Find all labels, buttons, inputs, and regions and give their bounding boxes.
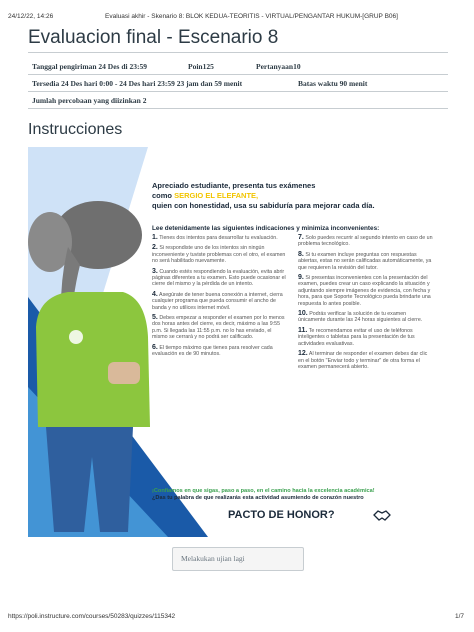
meta-questions: Pertanyaan10 <box>256 62 301 71</box>
meta-time-limit: Batas waktu 90 menit <box>298 79 368 88</box>
instruction-item <box>152 245 288 264</box>
greeting-line-2 <box>152 191 402 201</box>
instruction-text: Si presentas inconvenientes con la presentación del examen, puedes crear un caso explicando la situación y adjuntando siempre imágenes de evidencia, con fecha y hora, para que Soporte Tecnológico pueda brindarte una respuesta lo antes posible. <box>298 275 431 307</box>
instruction-number: 3. <box>152 267 158 275</box>
instruction-number: 5. <box>152 314 158 322</box>
greeting-line-1: Apreciado estudiante, presenta tus exámenes <box>152 181 316 190</box>
meta-divider-1 <box>28 74 448 75</box>
instruction-number: 8. <box>298 250 304 258</box>
instruction-text: Debes empezar a responder el examen por lo menos dos horas antes del cierre, es decir, máximo a las 9:55 p.m. Si llegada las 11:55 p.m. no lo has enviado, el mismo se cerrará y no podrá ser calificado. <box>152 315 285 341</box>
instruction-item <box>298 311 434 324</box>
instruction-item <box>298 328 434 347</box>
instructions-lead: Lee detenidamente las siguientes indicaciones y minimiza inconvenientes: <box>152 225 380 232</box>
instruction-item <box>298 235 434 248</box>
instruction-text: Te recomendamos evitar el uso de teléfonos inteligentes o tabletas para la presentación de tus actividades evaluativas. <box>298 327 415 347</box>
instruction-number: 6. <box>152 343 158 351</box>
instruction-item <box>298 351 434 370</box>
instructions-heading: Instrucciones <box>28 121 123 138</box>
instruction-number: 1. <box>152 234 158 241</box>
instruction-number: 11. <box>298 326 308 334</box>
footer-line-2: ¿Das tu palabra de que realizarás esta actividad asumiendo de corazón nuestro <box>152 495 364 501</box>
print-title: Evaluasi akhir - Skenario 8: BLOK KEDUA-TEORITIS - VIRTUAL/PENGANTAR HUKUM-[GRUP B06] <box>105 13 398 20</box>
instruction-text: Cuando estés respondiendo la evaluación, evita abrir páginas diferentes a tu examen. Esto puede ocasionar el cierre del mismo y la pérdida de un intento. <box>152 268 286 288</box>
greeting-line-3: quien con honestidad, usa su sabiduría para mejorar cada día. <box>152 201 375 210</box>
instructions-banner <box>28 147 448 537</box>
instruction-text: Podrás verificar la solución de tu examen únicamente durante las 24 horas siguientes al cierre. <box>298 311 423 324</box>
title-divider <box>28 52 448 53</box>
instruction-item <box>152 292 288 311</box>
instruction-number: 4. <box>152 290 158 298</box>
banner-greeting <box>152 181 402 211</box>
mascot-name: SERGIO EL ELEFANTE, <box>174 191 259 200</box>
instruction-number: 2. <box>152 244 158 252</box>
elephant-mascot-image <box>28 187 153 537</box>
instruction-number: 10. <box>298 310 308 318</box>
meta-available: Tersedia 24 Des hari 0:00 - 24 Des hari 23:59 23 jam dan 59 menit <box>32 79 243 88</box>
instruction-number: 12. <box>298 350 308 358</box>
print-footer-url: https://poli.instructure.com/courses/50283/quizzes/115342 <box>8 613 176 620</box>
instruction-number: 7. <box>298 234 304 241</box>
page-title: Evaluacion final - Escenario 8 <box>28 27 279 48</box>
instruction-item <box>298 275 434 307</box>
instruction-text: El tiempo máximo que tienes para resolver cada evaluación es de 90 minutos. <box>152 344 273 358</box>
instruction-text: Asegúrate de tener buena conexión a internet, cierra cualquier programa que pueda consumir el ancho de banda y no utilices internet móvil. <box>152 291 283 311</box>
greeting-line-2-pre: como <box>152 191 175 200</box>
retry-quiz-button[interactable]: Melakukan ujian lagi <box>172 547 304 571</box>
meta-divider-2 <box>28 91 448 92</box>
instruction-text: Tienes dos intentos para desarrollar tu evaluación. <box>159 235 278 241</box>
instruction-item <box>152 269 288 288</box>
banner-footer-message <box>152 488 444 502</box>
instruction-item <box>152 345 288 358</box>
handshake-icon <box>373 507 391 523</box>
print-date: 24/12/22, 14:26 <box>8 13 54 20</box>
print-footer-page: 1/7 <box>454 613 464 620</box>
instruction-text: Si respondiste uno de los intentos sin ningún inconveniente y tuviste problemas con el otro, el examen no será habilitado nuevamente. <box>152 245 286 265</box>
instruction-item <box>152 235 288 241</box>
instructions-column-left <box>152 235 288 362</box>
instruction-item <box>298 252 434 271</box>
meta-attempts: Jumlah percobaan yang diizinkan 2 <box>32 96 147 105</box>
meta-submitted: Tanggal pengiriman 24 Des di 23:59 <box>32 62 147 71</box>
instructions-column-right <box>298 235 434 374</box>
print-header <box>0 0 474 22</box>
meta-points: Poin125 <box>188 62 214 71</box>
instruction-number: 9. <box>298 274 304 282</box>
meta-divider-3 <box>28 108 448 109</box>
instruction-text: Solo puedes recurrir al segundo intento en caso de un problema tecnológico. <box>298 235 433 248</box>
footer-line-1: ¡Confiamos en que sigas, paso a paso, en el camino hacia la excelencia académica! <box>152 488 375 494</box>
instruction-item <box>152 315 288 341</box>
instruction-text: Al terminar de responder el examen debes dar clic en el botón "Enviar todo y terminar" de otra forma el examen permanecerá abierto. <box>298 351 428 370</box>
honor-pact-text: PACTO DE HONOR? <box>228 509 335 521</box>
instruction-text: Si tu examen incluye preguntas con respuestas abiertas, estas no serán calificadas automáticamente, ya que requieren la revisión del tutor. <box>298 251 432 271</box>
